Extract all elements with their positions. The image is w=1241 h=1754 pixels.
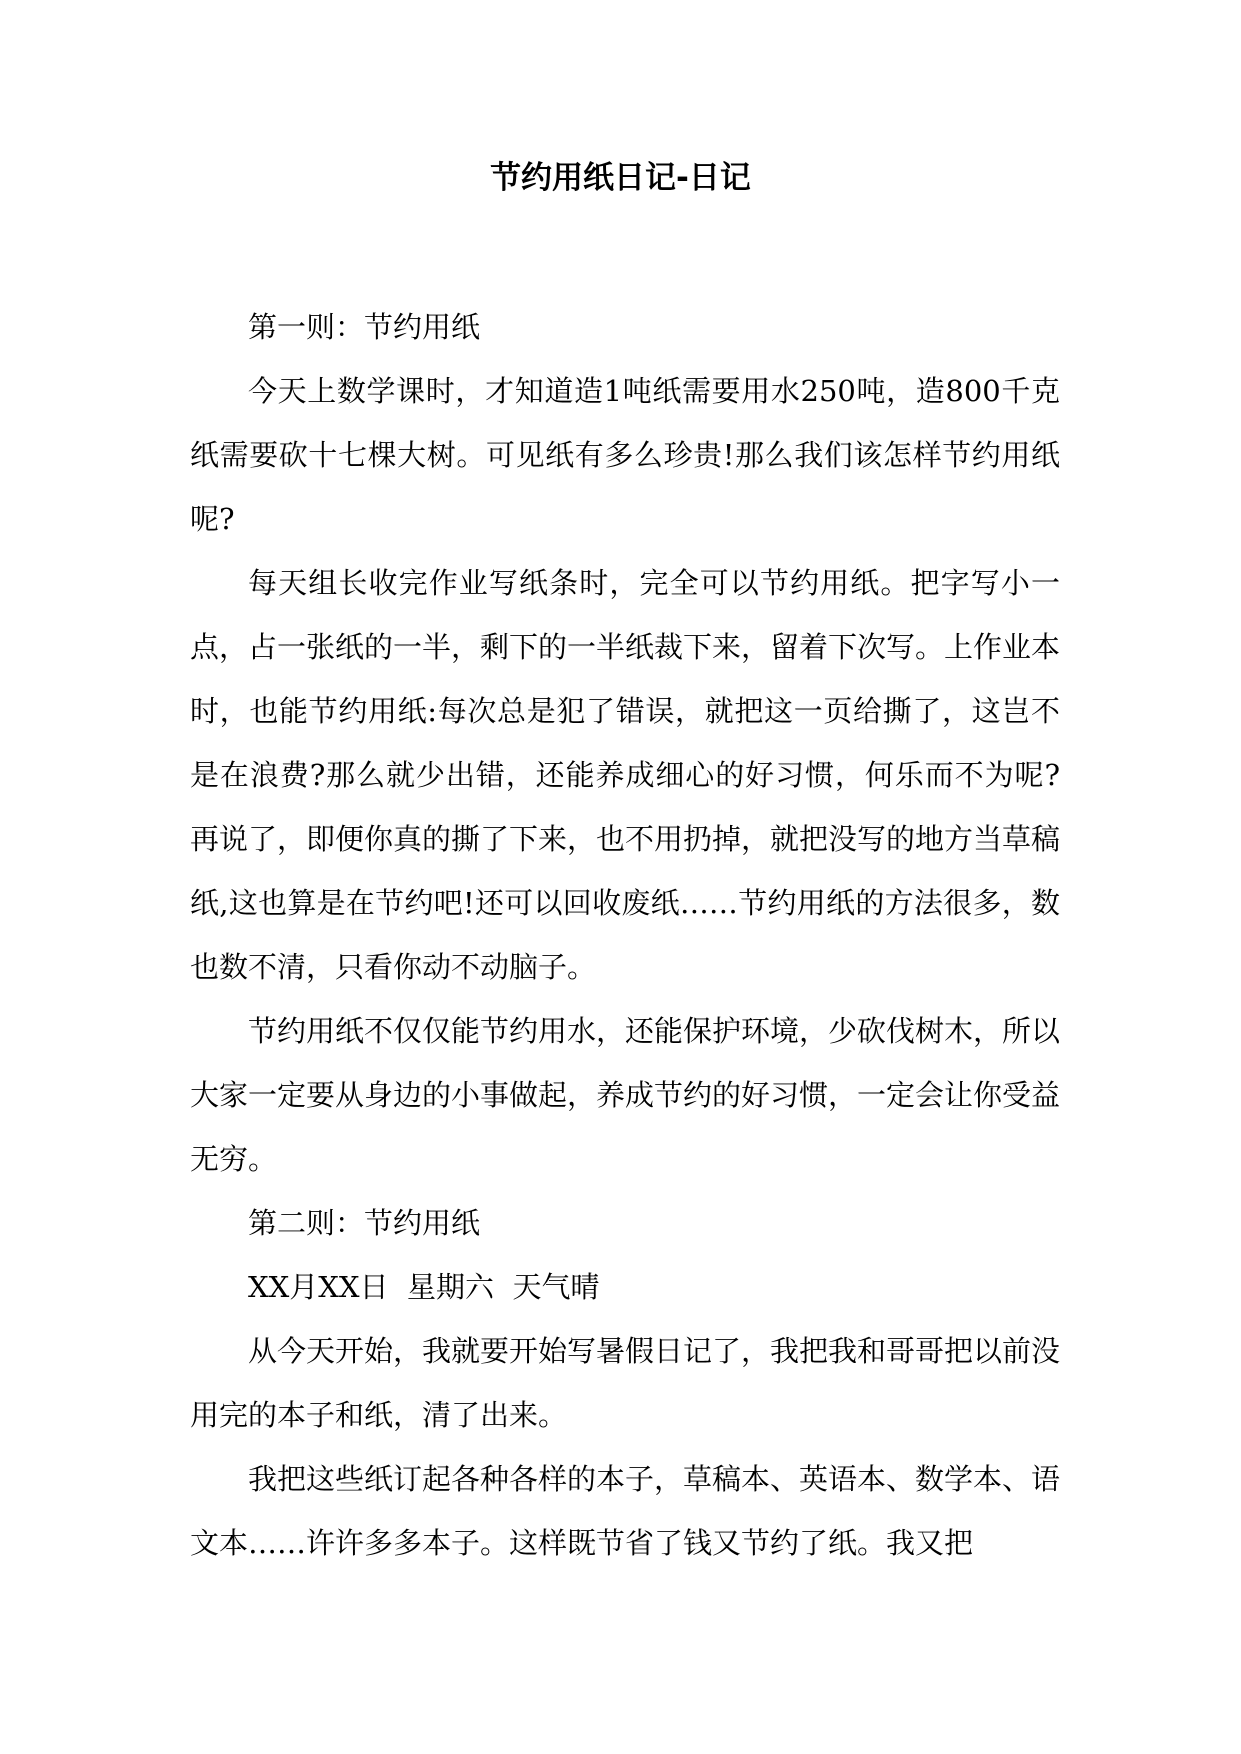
section-heading-2: 第二则：节约用纸 — [248, 1206, 481, 1240]
document-title: 节约用纸日记-日记 — [490, 160, 751, 196]
paragraph: 节约用纸不仅仅能节约用水，还能保护环境，少砍伐树木，所以大家一定要从身边的小事做起，养成节约的好习惯，一定会让你受益无穷。 — [190, 1014, 1061, 1176]
paragraph: 每天组长收完作业写纸条时，完全可以节约用纸。把字写小一点，占一张纸的一半，剩下的一半纸裁下来，留着下次写。上作业本时，也能节约用纸:每次总是犯了错误，就把这一页给撕了，这岂不是在浪费?那么就少出错，还能养成细心的好习惯，何乐而不为呢?再说了，即便你真的撕了下来，也不用扔掉，就把没写的地方当草稿纸,这也算是在节约吧!还可以回收废纸……节约用纸的方法很多，数也数不清，只看你动不动脑子。 — [190, 566, 1061, 984]
paragraph: 从今天开始，我就要开始写暑假日记了，我把我和哥哥把以前没用完的本子和纸，清了出来。 — [190, 1334, 1061, 1432]
section-heading-1: 第一则：节约用纸 — [248, 310, 481, 344]
paragraph: 今天上数学课时，才知道造1吨纸需要用水250吨，造800千克纸需要砍十七棵大树。可见纸有多么珍贵!那么我们该怎样节约用纸呢? — [190, 374, 1060, 536]
document-body — [190, 295, 1060, 1575]
paragraph: 我把这些纸订起各种各样的本子，草稿本、英语本、数学本、语文本……许许多多本子。这样既节省了钱又节约了纸。我又把 — [190, 1462, 1061, 1560]
date-weather-line: XX月XX日 星期六 天气晴 — [248, 1270, 600, 1304]
